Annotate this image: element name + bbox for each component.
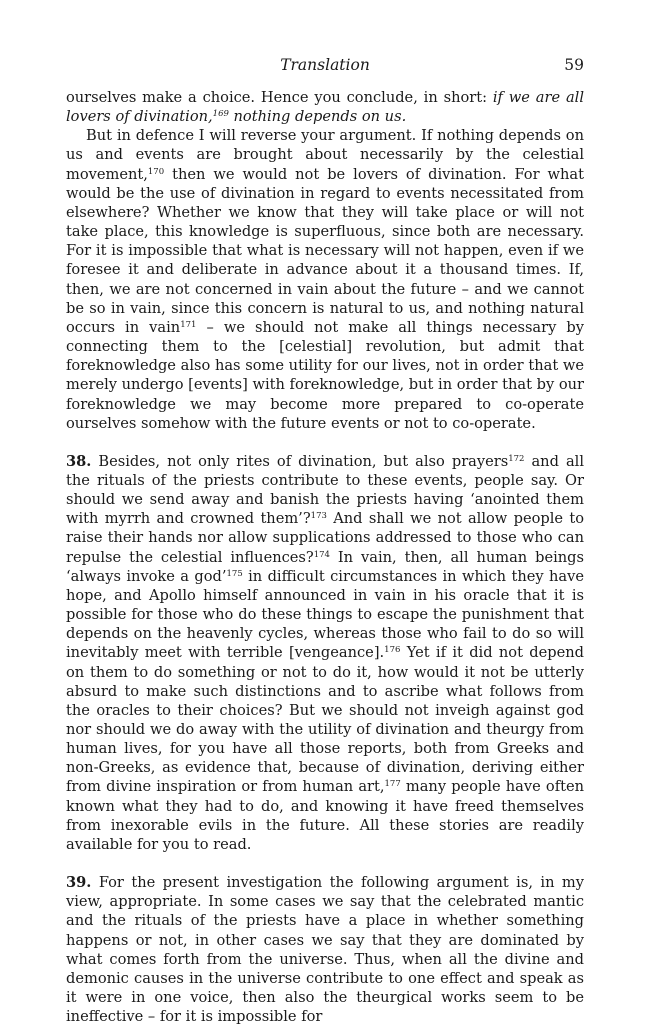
footnote-ref: 169 bbox=[212, 109, 229, 120]
footnote-ref: 174 bbox=[313, 549, 330, 560]
footnote-ref: 172 bbox=[508, 453, 525, 464]
italic-text: if we are all lovers of divination,$^{169}$ nothing depends on us. bbox=[66, 89, 584, 126]
section-38: 38. Besides, not only rites of divination, but also prayers$^{172}$ and all the rituals of the priests contribute to these events, people say. Or should we send away and banish the priests having ‘anointed them with myrrh and crowned them’?$^{173}$ And shall we not allow people to raise their hands nor allow supplications addressed to those who can repulse the celestial influences?$^{174}$ In vain, then, all human beings ‘always invoke a god’$^{175}$ in difficult circumstances in which they have hope, and Apollo himself announced in vain in his oracle that it is possible for those who do these things to escape the punishment that depends on the heavenly cycles, whereas those who fail to do so will inevitably meet with terrible [vengeance].$^{176}$ Yet if it did not depend on them to do something or not to do it, how would it not be utterly absurd to make such distinctions and to ascribe what follows from the oracles to their choices? But we should not inveigh against god nor should we do away with the utility of divination and theurgy from human lives, for you have all those reports, both from Greeks and non-Greeks, as evidence that, because of divination, deriving either from divine inspiration or from human art,$^{177}$ many people have often known what they had to do, and knowing it have freed themselves from inexorable evils in the future. All these stories are readily available for you to read. bbox=[66, 452, 585, 853]
footnote-ref: 175 bbox=[226, 568, 243, 579]
footnote-ref: 176 bbox=[384, 645, 401, 656]
section-number: 39. bbox=[66, 874, 92, 892]
page-number: 59 bbox=[564, 56, 584, 74]
footnote-ref: 177 bbox=[384, 779, 401, 790]
footnote-ref: 171 bbox=[180, 319, 197, 330]
section-39: 39. For the present investigation the following argument is, in my view, appropriate. In some cases we say that the celebrated mantic and the rituals of the priests have a place in whether something happens or not, in other cases we say that they are dominated by what comes forth from the universe. Thus, when all the divine and demonic causes in the universe contribute to one effect and speak as it were in one voice, then also the theurgical works seem to be ineffective – for it is impossible for bbox=[66, 874, 584, 1026]
page-header bbox=[66, 56, 584, 78]
footnote-ref: 170 bbox=[147, 166, 165, 177]
running-title: Translation bbox=[280, 56, 370, 74]
paragraph: But in defence I will reverse your argument. If nothing depends on us and events are brought about necessarily by the celestial movement,$^{170}$ then we would not be lovers of divination. For what would be the use of divination in regard to events necessitated from elsewhere? Whether we know that they will take place or will not take place, this knowledge is superfluous, since both are necessary. For it is impossible that what is necessary will not happen, even if we foresee it and deliberate in advance about it a thousand times. If, then, we are not concerned in vain about the future – and we cannot be so in vain, since this concern is natural to us, and nothing natural occurs in vain$^{171}$ – we should not make all things necessary by connecting them to the [celestial] revolution, but admit that foreknowledge also has some utility for our lives, not in order that we merely undergo [events] with foreknowledge, but in order that by our foreknowledge we may become more prepared to co-operate ourselves somehow with the future events or not to co-operate. bbox=[66, 127, 584, 432]
paragraph: ourselves make a choice. Hence you conclude, in short: if we are all lovers of divination,$^{169}$ nothing depends on us. bbox=[66, 89, 584, 126]
footnote-ref: 173 bbox=[310, 511, 327, 522]
book-page bbox=[66, 56, 584, 1026]
body-text bbox=[66, 88, 584, 1026]
section-number: 38. bbox=[66, 452, 92, 470]
